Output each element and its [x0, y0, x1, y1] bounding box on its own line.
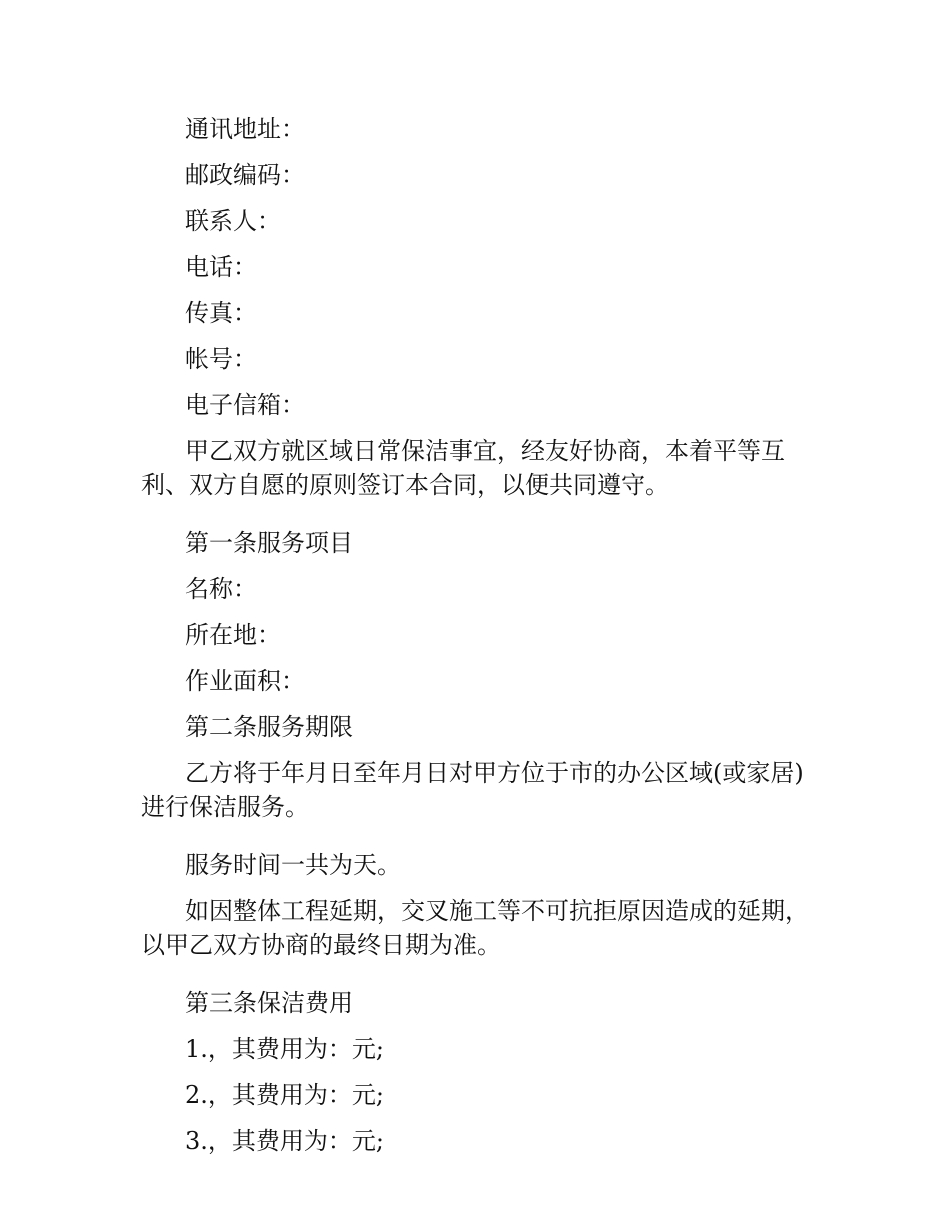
field-work-area: 作业面积： [185, 667, 305, 695]
intro-paragraph: 甲乙双方就区域日常保洁事宜，经友好协商，本着平等互利、双方自愿的原则签订本合同，以便共同遵守。 [141, 437, 785, 499]
article-3-heading: 第三条保洁费用 [185, 989, 353, 1017]
service-duration-paragraph: 服务时间一共为天。 [185, 851, 401, 879]
field-email: 电子信箱： [185, 391, 305, 419]
service-period-paragraph: 乙方将于年月日至年月日对甲方位于市的办公区域(或家居)进行保洁服务。 [141, 759, 804, 821]
field-mailing-address: 通讯地址： [185, 115, 305, 143]
article-2-heading: 第二条服务期限 [185, 713, 353, 741]
document-body [141, 112, 811, 1170]
fee-item-1: 1.，其费用为：元; [185, 1035, 384, 1063]
field-postal-code: 邮政编码： [185, 161, 305, 189]
article-1-heading: 第一条服务项目 [185, 529, 353, 557]
fee-item-2: 2.，其费用为：元; [185, 1081, 384, 1109]
delay-clause-paragraph: 如因整体工程延期，交叉施工等不可抗拒原因造成的延期，以甲乙双方协商的最终日期为准。 [141, 897, 809, 959]
field-phone: 电话： [185, 253, 257, 281]
field-location: 所在地： [185, 621, 281, 649]
fee-item-3: 3.，其费用为：元; [185, 1127, 384, 1155]
field-account: 帐号： [185, 345, 257, 373]
field-fax: 传真： [185, 299, 257, 327]
field-name: 名称： [185, 575, 257, 603]
field-contact-person: 联系人： [185, 207, 281, 235]
